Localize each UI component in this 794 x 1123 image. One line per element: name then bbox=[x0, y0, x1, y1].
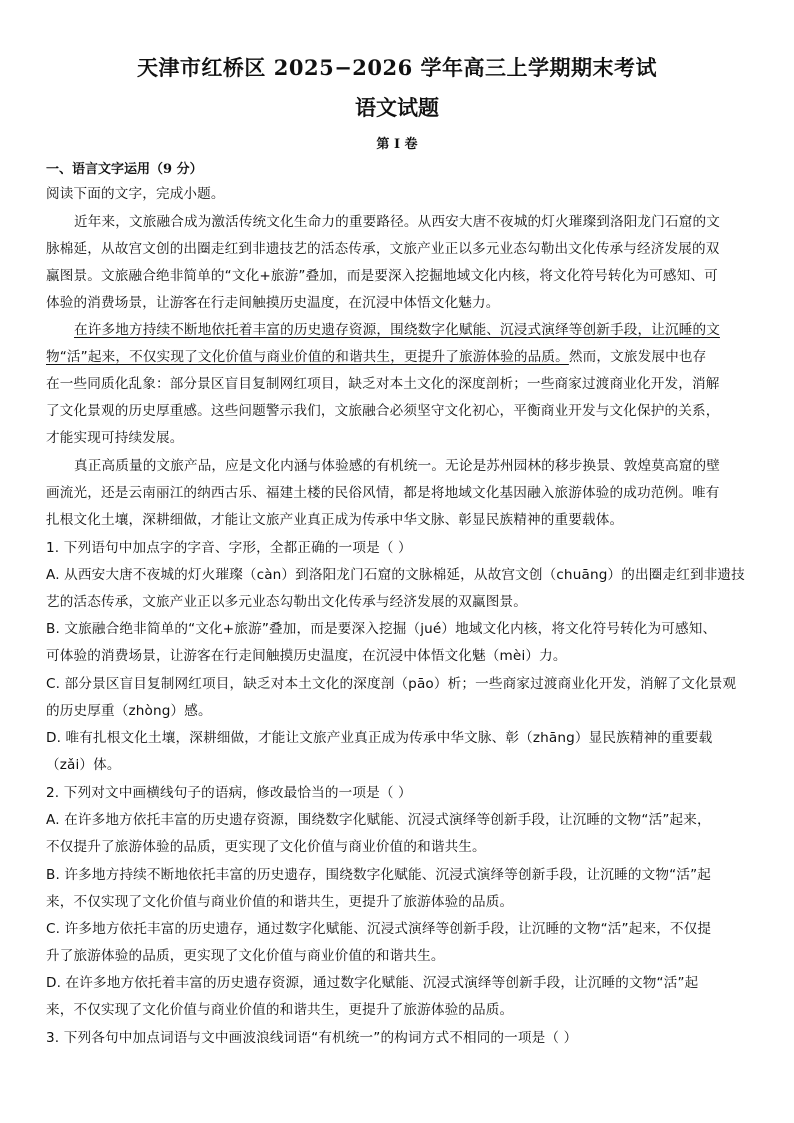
option-2b: 来，不仅实现了文化价值与商业价值的和谐共生，更提升了旅游体验的品质。 bbox=[46, 894, 514, 910]
exam-title: 天津市红桥区 2025−2026 学年高三上学期期末考试 bbox=[136, 55, 658, 80]
option-1b: 可体验的消费场景，让游客在行走间触摸历史温度，在沉浸中体悟文化魅（mèi）力。 bbox=[46, 648, 567, 664]
question-1-stem: 1. 下列语句中加点字的字音、字形，全都正确的一项是（ ） bbox=[46, 540, 412, 556]
option-2d: D. 在许多地方依托着丰富的历史遗存资源，通过数字化赋能、沉浸式演绎等创新手段，让沉睡的文物“活”起 bbox=[46, 975, 699, 991]
option-2d: 来，不仅实现了文化价值与商业价值的和谐共生，更提升了旅游体验的品质。 bbox=[46, 1002, 514, 1018]
option-1c: C. 部分景区盲目复制网红项目，缺乏对本土文化的深度剖（pāo）析；一些商家过渡商业化开发，消解了文化景观 bbox=[46, 676, 737, 692]
passage-line: 脉棉延，从故宫文创的出圈走红到非遗技艺的活态传承，文旅产业正以多元业态勾勒出文化传承与经济发展的双 bbox=[46, 241, 720, 257]
option-2c: C. 许多地方依托丰富的历史遗存，通过数字化赋能、沉浸式演绎等创新手段，让沉睡的文物“活”起来，不仅提 bbox=[46, 921, 712, 937]
passage-line: 赢图景。文旅融合绝非简单的“文化+旅游”叠加，而是要深入挖掘地域文化内核，将文化符号转化为可感知、可 bbox=[46, 268, 718, 284]
option-1a: A. 从西安大唐不夜城的灯火璀璨（càn）到洛阳龙门石窟的文脉棉延，从故宫文创（chuāng）的出圈走红到非遗技 bbox=[46, 567, 745, 583]
option-2a: 不仅提升了旅游体验的品质，更实现了文化价值与商业价值的和谐共生。 bbox=[46, 839, 486, 855]
underlined-sentence-line: 物“活”起来，不仅实现了文化价值与商业价值的和谐共生，更提升了旅游体验的品质。 bbox=[46, 349, 569, 365]
instruction: 阅读下面的文字，完成小题。 bbox=[46, 186, 225, 202]
passage-line: 才能实现可持续发展。 bbox=[46, 430, 184, 446]
option-1d: D. 唯有扎根文化土壤，深耕细做，才能让文旅产业真正成为传承中华文脉、彰（zhāng）显民族精神的重要载 bbox=[46, 730, 713, 746]
underlined-sentence-line: 在许多地方持续不断地依托着丰富的历史遗存资源，围绕数字化赋能、沉浸式演绎等创新手段，让沉睡的文 bbox=[74, 322, 720, 338]
volume-label: 第 I 卷 bbox=[376, 137, 418, 152]
passage-line: 扎根文化土壤，深耕细做，才能让文旅产业真正成为传承中华文脉、彰显民族精神的重要载体。 bbox=[46, 512, 624, 528]
option-2b: B. 许多地方持续不断地依托丰富的历史遗存，围绕数字化赋能、沉浸式演绎等创新手段，让沉睡的文物“活”起 bbox=[46, 867, 712, 883]
passage-line: 在一些同质化乱象：部分景区盲目复制网红项目，缺乏对本土文化的深度剖析；一些商家过渡商业化开发，消解 bbox=[46, 376, 720, 392]
option-2a: A. 在许多地方依托丰富的历史遗存资源，围绕数字化赋能、沉浸式演绎等创新手段，让沉睡的文物“活”起来， bbox=[46, 812, 711, 828]
option-1b: B. 文旅融合绝非简单的“文化+旅游”叠加，而是要深入挖掘（jué）地域文化内核，将文化符号转化为可感知、 bbox=[46, 621, 717, 637]
option-1d: （zǎi）体。 bbox=[46, 757, 121, 773]
option-1a: 艺的活态传承，文旅产业正以多元业态勾勒出文化传承与经济发展的双赢图景。 bbox=[46, 594, 528, 610]
section-heading: 一、语言文字运用（9 分） bbox=[46, 162, 203, 177]
passage-line: 近年来，文旅融合成为激活传统文化生命力的重要路径。从西安大唐不夜城的灯火璀璨到洛阳龙门石窟的文 bbox=[74, 214, 720, 230]
passage-line: 真正高质量的文旅产品，应是文化内涵与体验感的有机统一。无论是苏州园林的移步换景、敦煌莫高窟的壁 bbox=[74, 458, 720, 474]
exam-subject: 语文试题 bbox=[355, 95, 439, 120]
passage-line: 画流光，还是云南丽江的纳西古乐、福建土楼的民俗风情，都是将地域文化基因融入旅游体验的成功范例。唯有 bbox=[46, 485, 720, 501]
question-3-stem: 3. 下列各句中加点词语与文中画波浪线词语“有机统一”的构词方式不相同的一项是（ ） bbox=[46, 1030, 578, 1046]
passage-line: 体验的消费场景，让游客在行走间触摸历史温度，在沉浸中体悟文化魅力。 bbox=[46, 295, 500, 311]
passage-line bbox=[46, 348, 756, 366]
passage-line: 了文化景观的历史厚重感。这些问题警示我们，文旅融合必须坚守文化初心，平衡商业开发与文化保护的关系， bbox=[46, 403, 720, 419]
passage-text: 然而，文旅发展中也存 bbox=[568, 349, 707, 365]
option-2c: 升了旅游体验的品质，更实现了文化价值与商业价值的和谐共生。 bbox=[46, 948, 445, 964]
option-1c: 的历史厚重（zhòng）感。 bbox=[46, 703, 212, 719]
question-2-stem: 2. 下列对文中画横线句子的语病，修改最恰当的一项是（ ） bbox=[46, 785, 412, 801]
